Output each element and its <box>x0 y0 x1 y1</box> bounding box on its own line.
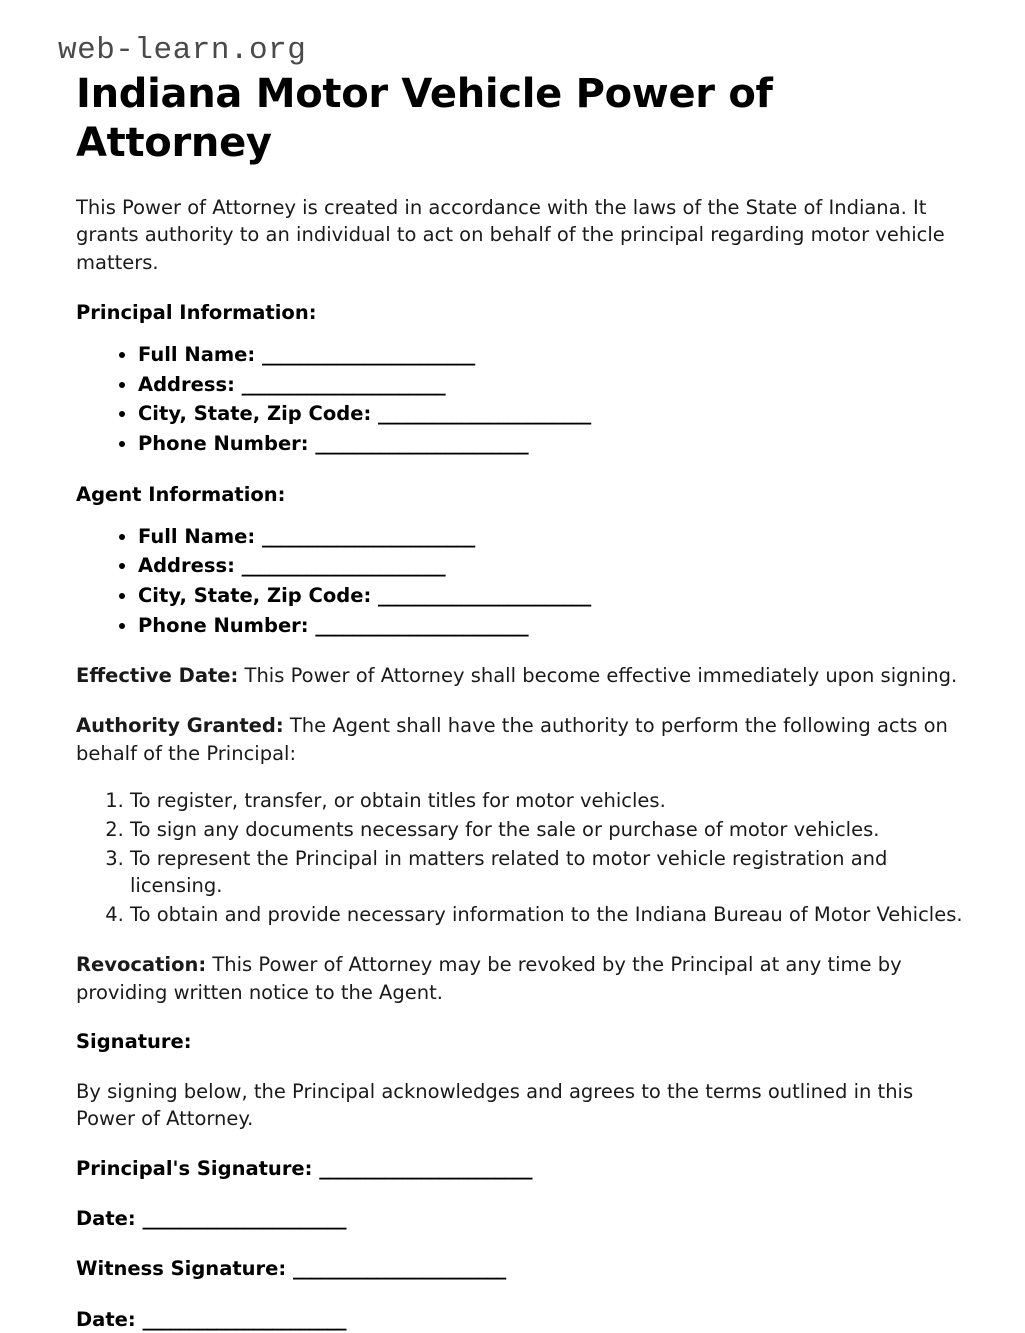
effective-date-text: This Power of Attorney shall become effective immediately upon signing. <box>238 664 958 688</box>
list-item <box>138 370 967 400</box>
field-label: Address: <box>138 554 235 578</box>
principal-information-heading: Principal Information: <box>76 300 317 324</box>
document-body <box>56 194 967 1333</box>
fill-in-blank[interactable]: _______________________ <box>378 584 591 608</box>
field-label: City, State, Zip Code: <box>138 584 372 608</box>
fill-in-blank[interactable]: _______________________ <box>378 402 591 426</box>
effective-date-paragraph <box>76 662 967 690</box>
principal-date-line <box>76 1205 967 1232</box>
fill-in-blank[interactable]: ______________________ <box>142 1307 346 1331</box>
fill-in-blank[interactable]: _______________________ <box>262 524 475 548</box>
field-label: Date: <box>76 1307 136 1331</box>
list-item <box>138 611 967 641</box>
revocation-label: Revocation: <box>76 952 207 976</box>
field-label: Principal's Signature: <box>76 1156 313 1180</box>
list-item <box>138 340 967 370</box>
field-label: Address: <box>138 372 235 396</box>
list-item <box>138 429 967 459</box>
fill-in-blank[interactable]: _______________________ <box>262 343 475 367</box>
witness-signature-line <box>76 1255 967 1282</box>
list-item <box>138 581 967 611</box>
fill-in-blank[interactable]: _______________________ <box>293 1257 506 1281</box>
list-item: 1. To register, transfer, or obtain titles for motor vehicles. <box>130 787 967 815</box>
fill-in-blank[interactable]: _______________________ <box>315 613 529 637</box>
field-label: Phone Number: <box>138 613 309 637</box>
authority-granted-list <box>76 787 967 928</box>
list-item: 2. To sign any documents necessary for the sale or purchase of motor vehicles. <box>130 816 967 844</box>
revocation-paragraph <box>76 951 967 1006</box>
fill-in-blank[interactable]: _______________________ <box>319 1156 533 1180</box>
agent-information-heading: Agent Information: <box>76 482 286 506</box>
authority-granted-paragraph <box>76 712 967 767</box>
witness-date-line <box>76 1306 967 1333</box>
authority-granted-label: Authority Granted: <box>76 714 284 738</box>
fill-in-blank[interactable]: _______________________ <box>315 431 529 455</box>
field-label: Full Name: <box>138 343 256 367</box>
fill-in-blank[interactable]: ______________________ <box>241 372 446 396</box>
field-label: Date: <box>76 1207 136 1231</box>
list-item <box>138 551 967 581</box>
list-item <box>138 522 967 552</box>
signature-heading: Signature: <box>76 1030 192 1054</box>
revocation-text: This Power of Attorney may be revoked by the Principal at any time by providing written notice to the Agent. <box>76 952 902 1004</box>
signature-lines <box>76 1155 967 1333</box>
page-title: Indiana Motor Vehicle Power of Attorney <box>76 71 773 166</box>
field-label: Phone Number: <box>138 431 309 455</box>
list-item: 4. To obtain and provide necessary information to the Indiana Bureau of Motor Vehicles. <box>130 901 967 929</box>
principal-signature-line <box>76 1155 967 1182</box>
field-label: City, State, Zip Code: <box>138 402 372 426</box>
fill-in-blank[interactable]: ______________________ <box>142 1207 346 1231</box>
principal-information-list <box>76 340 967 459</box>
agent-information-list <box>76 522 967 641</box>
site-brand: web-learn.org <box>58 33 307 68</box>
fill-in-blank[interactable]: ______________________ <box>241 554 446 578</box>
authority-granted-text: The Agent shall have the authority to perform the following acts on behalf of the Principal: <box>76 714 948 765</box>
intro-paragraph: This Power of Attorney is created in accordance with the laws of the State of Indiana. It grants authority to an individual to act on behalf of the principal regarding motor vehicle matters. <box>76 195 945 275</box>
effective-date-label: Effective Date: <box>76 664 239 688</box>
signature-acknowledgement: By signing below, the Principal acknowledges and agrees to the terms outlined in this Power of Attorney. <box>76 1079 914 1131</box>
list-item <box>138 399 967 429</box>
list-item: 3. To represent the Principal in matters related to motor vehicle registration and licensing. <box>130 845 967 900</box>
field-label: Witness Signature: <box>76 1257 287 1281</box>
field-label: Full Name: <box>138 524 256 548</box>
